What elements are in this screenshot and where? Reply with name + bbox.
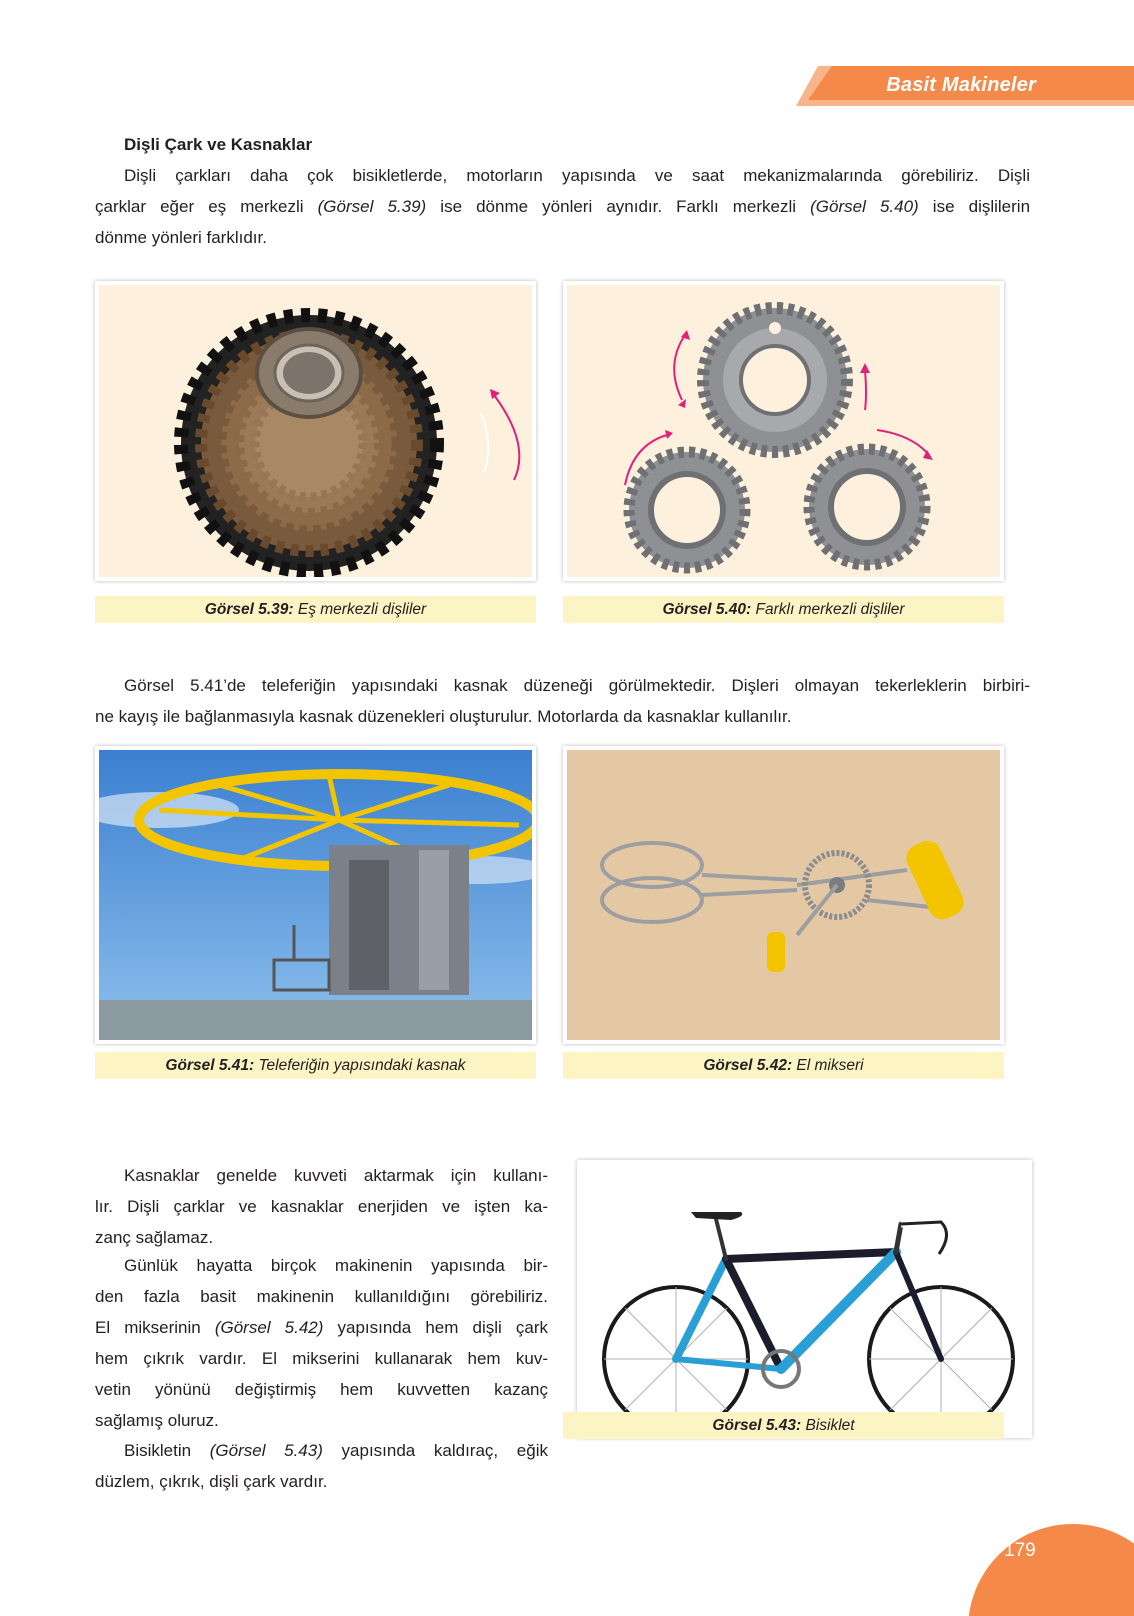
caption-label: Görsel 5.39: (204, 601, 294, 618)
figure-reference: (Görsel 5.42) (214, 1318, 324, 1337)
hand-mixer-illustration (567, 750, 1000, 1040)
text-line: lır. Dişli çarklar ve kasnaklar enerjiden ve işten ka- (95, 1197, 548, 1216)
text-line: vetin yönünü değiştirmiş hem kuvvetten kazanç (95, 1380, 548, 1399)
text-line: çarklar eğer eş merkezli (Görsel 5.39) ise dönme yönleri aynıdır. Farklı merkezli (Görsel 5.40) ise dişlilerin (95, 197, 1031, 216)
text-line: ne kayış ile bağlanmasıyla kasnak düzenekleri oluşturulur. Motorlarda da kasnaklar kullanılır. (95, 707, 792, 726)
text-line: sağlamış oluruz. (95, 1411, 219, 1430)
paragraph-pulley-intro (95, 670, 1030, 732)
figure-caption (563, 596, 1004, 623)
paragraph-gears-intro (95, 160, 1030, 253)
caption-label: Görsel 5.41: (165, 1057, 255, 1074)
paragraph-compound-machines (95, 1250, 548, 1436)
bicycle-illustration (581, 1164, 1028, 1434)
text-line: Dişli çarkları daha çok bisikletlerde, motorların yapısında ve saat mekanizmalarında görebiliriz. Dişli (124, 166, 1030, 185)
concentric-gears-illustration (99, 285, 532, 577)
text-line: zanç sağlamaz. (95, 1228, 214, 1247)
figure-5-39-image (95, 281, 536, 581)
text-line: Kasnaklar genelde kuvveti aktarmak için kullanı- (124, 1166, 548, 1185)
text-line: den fazla basit makinenin kullanıldığını görebiliriz. (95, 1287, 548, 1306)
text-line: Görsel 5.41’de teleferiğin yapısındaki kasnak düzeneği görülmektedir. Dişleri olmayan tekerleklerin birbiri- (124, 676, 1030, 695)
chapter-title: Basit Makineler (886, 74, 1036, 96)
caption-label: Görsel 5.42: (703, 1057, 793, 1074)
caption-text: El mikseri (792, 1057, 864, 1074)
page-number-badge (968, 1524, 1134, 1616)
figure-5-41-image (95, 746, 536, 1044)
caption-label: Görsel 5.40: (662, 601, 752, 618)
figure-5-40-image (563, 281, 1004, 581)
figure-reference: (Görsel 5.39) (317, 197, 427, 216)
text-line: dönme yönleri farklıdır. (95, 228, 267, 247)
caption-label: Görsel 5.43: (712, 1417, 802, 1434)
figure-reference: (Görsel 5.43) (209, 1441, 323, 1460)
chapter-header-tab (796, 66, 1134, 106)
caption-text: Teleferiğin yapısındaki kasnak (254, 1057, 466, 1074)
figure-5-43-image (577, 1160, 1032, 1438)
text-line: Bisikletin (Görsel 5.43) yapısında kaldıraç, eğik (124, 1441, 548, 1460)
text-line: Günlük hayatta birçok makinenin yapısında bir- (124, 1256, 548, 1275)
caption-text: Eş merkezli dişliler (293, 601, 427, 618)
non-concentric-gears-illustration (567, 285, 1000, 577)
page-number: 179 (1004, 1540, 1036, 1561)
text-line: düzlem, çıkrık, dişli çark vardır. (95, 1472, 328, 1491)
caption-text: Bisiklet (801, 1417, 855, 1434)
text-line: El mikserinin (Görsel 5.42) yapısında hem dişli çark (95, 1318, 548, 1337)
caption-text: Farklı merkezli dişliler (751, 601, 905, 618)
figure-caption (95, 596, 536, 623)
paragraph-bicycle (95, 1435, 548, 1497)
figure-caption (95, 1052, 536, 1079)
text-line: hem çıkrık vardır. El mikserini kullanarak hem kuv- (95, 1349, 548, 1368)
figure-5-42-image (563, 746, 1004, 1044)
section-title: Dişli Çark ve Kasnaklar (124, 135, 313, 154)
cable-car-pulley-illustration (99, 750, 532, 1040)
figure-caption (563, 1052, 1004, 1079)
figure-reference: (Görsel 5.40) (810, 197, 919, 216)
paragraph-pulley-use (95, 1160, 548, 1253)
figure-caption (563, 1412, 1004, 1439)
